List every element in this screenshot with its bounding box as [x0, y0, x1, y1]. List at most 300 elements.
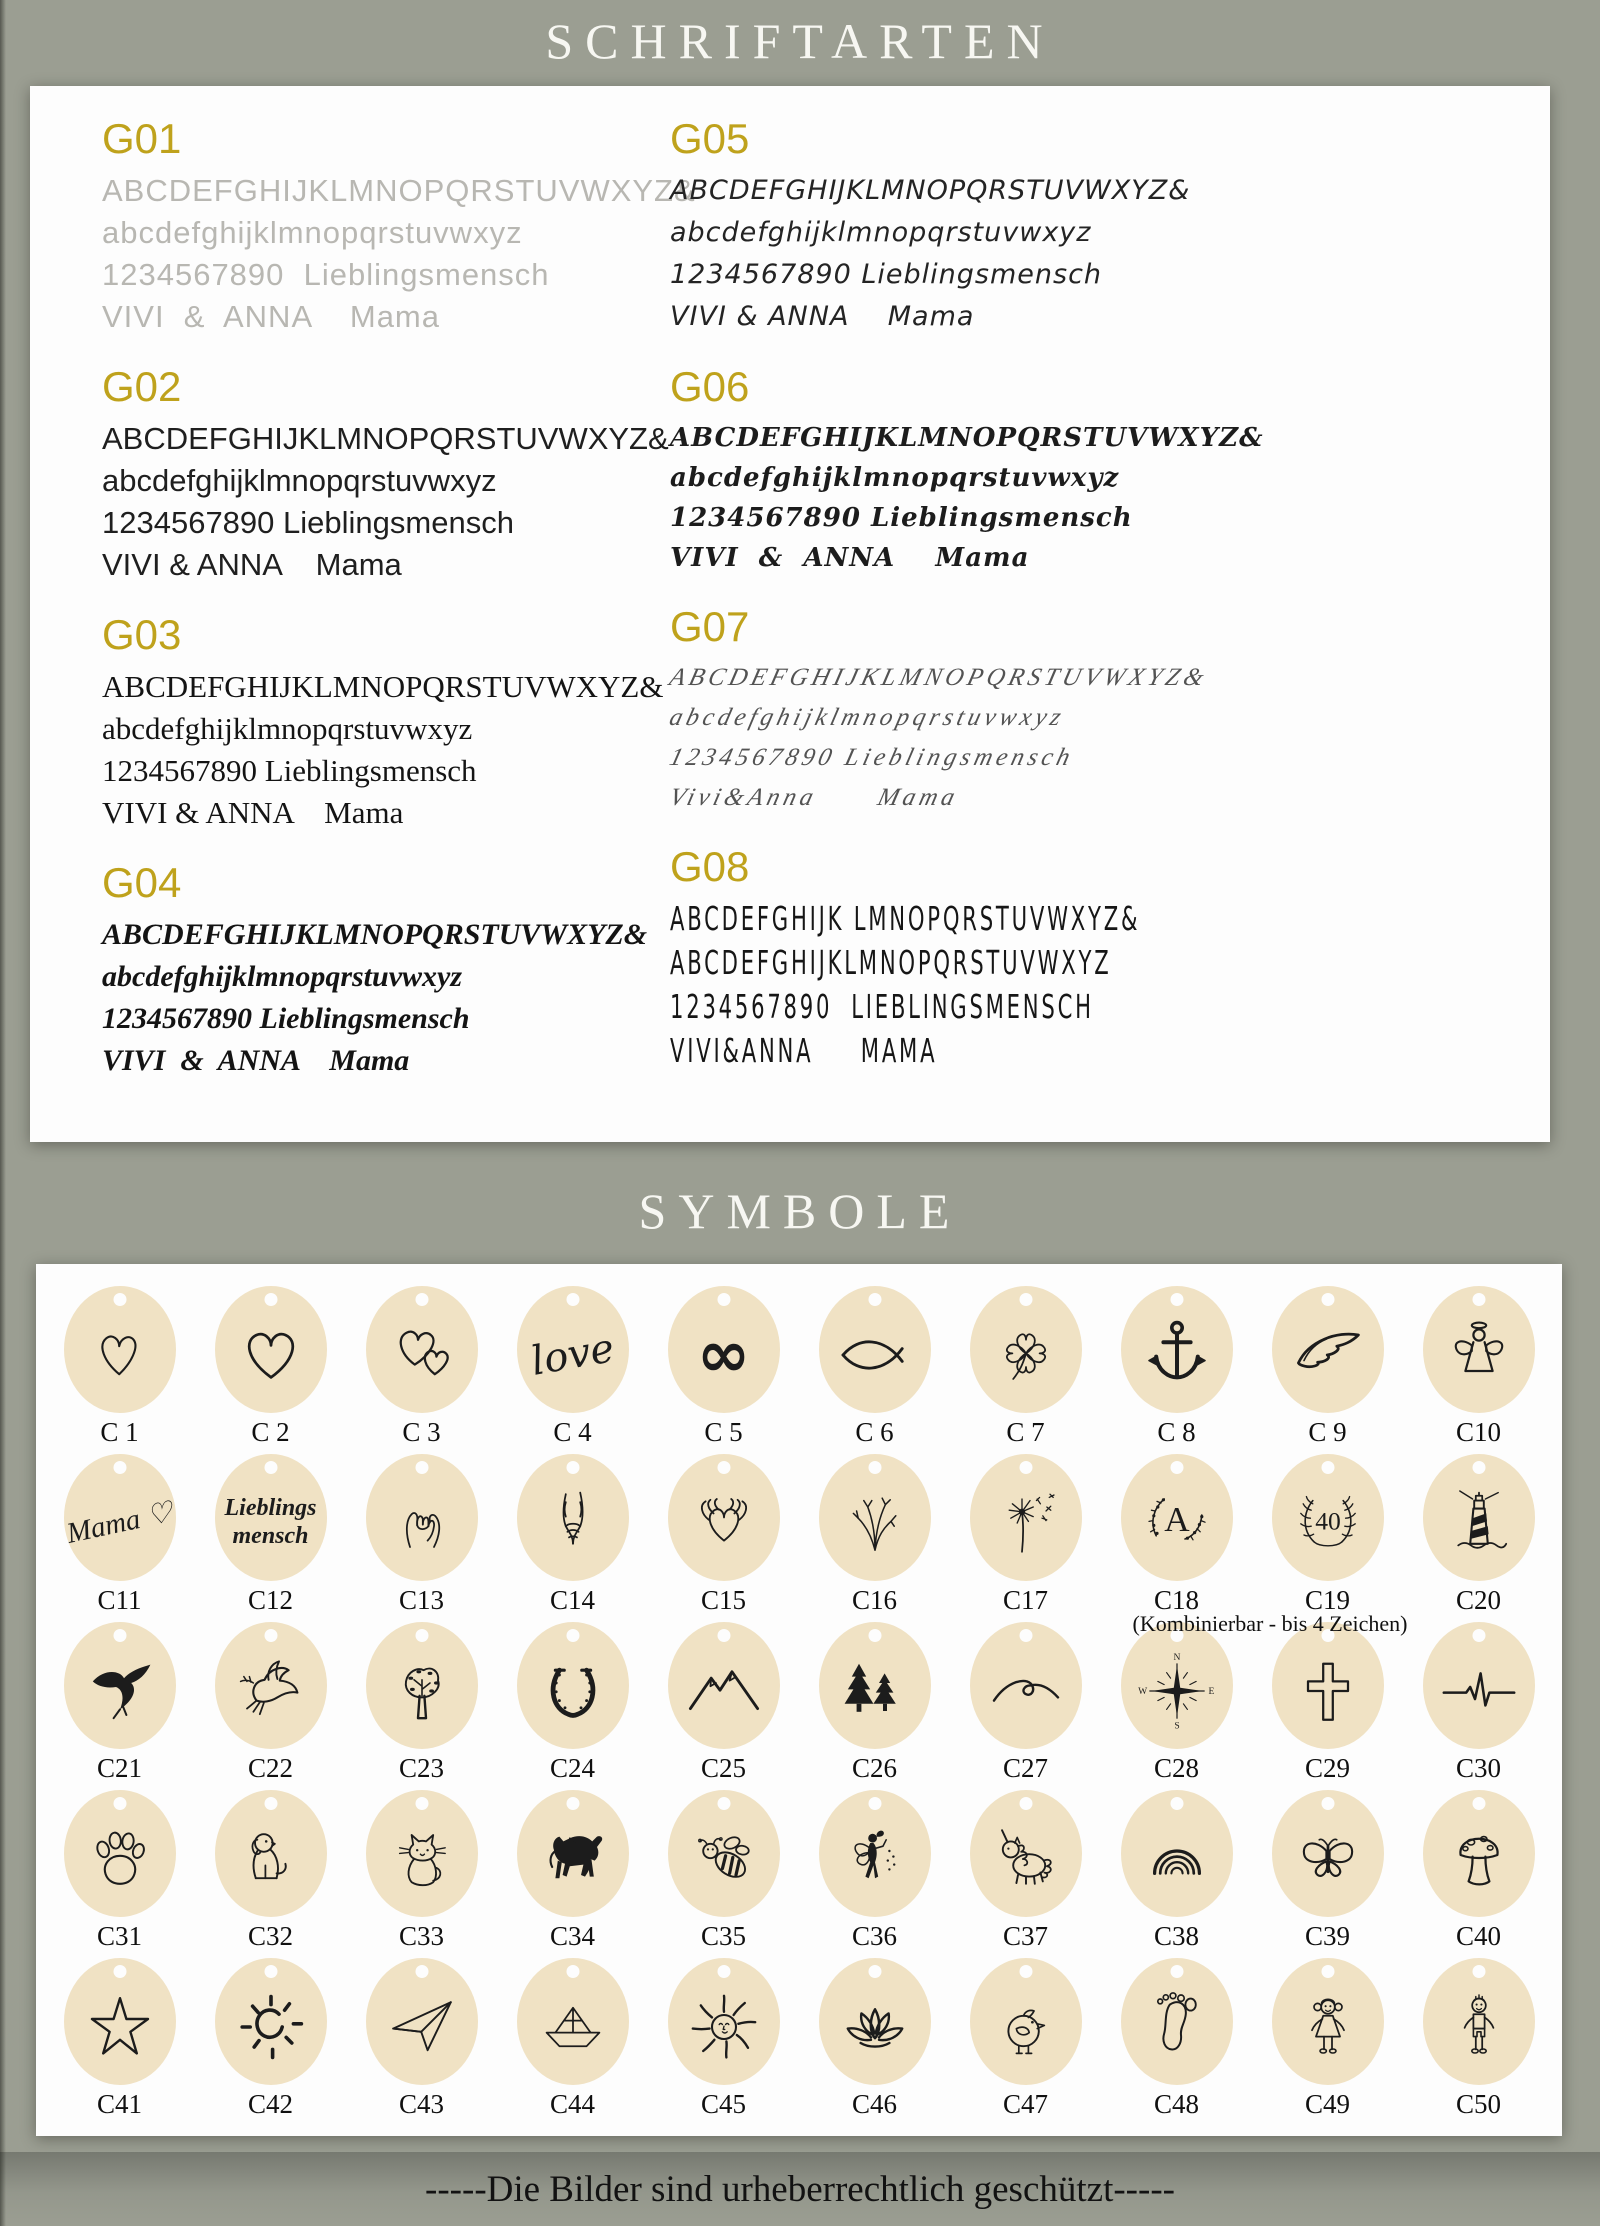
symbol-label: C34 [549, 1921, 595, 1951]
symbol-cell-c23 [346, 1622, 497, 1790]
symbol-tag [64, 1958, 176, 2085]
symbol-cell-c39 [1252, 1790, 1403, 1958]
symbol-label: C42 [247, 2089, 293, 2119]
anchor-icon [1136, 1314, 1218, 1396]
symbol-tag [517, 1454, 629, 1581]
symbol-cell-c6 [799, 1286, 950, 1454]
symbol-cell-c43 [346, 1958, 497, 2126]
font-sample-line: VIVI & ANNA Mama [102, 1044, 410, 1077]
symbol-tag [366, 1454, 478, 1581]
symbol-label: C11 [97, 1585, 142, 1615]
symbol-label: C25 [700, 1753, 746, 1783]
symbol-tag [1121, 1286, 1233, 1413]
heartbeat-icon [1438, 1650, 1520, 1732]
font-sample-line: VIVI & ANNA Mama [670, 301, 975, 332]
symbol-label: C33 [398, 1921, 444, 1951]
tag-hole [1472, 1965, 1485, 1978]
lotus-icon [834, 1986, 916, 2068]
symbol-label: C14 [549, 1585, 595, 1615]
symbol-cell-c14 [497, 1454, 648, 1622]
symbol-tag [1272, 1790, 1384, 1917]
symbol-cell-c49 [1252, 1958, 1403, 2126]
tag-hole [717, 1461, 730, 1474]
girl-icon [1287, 1986, 1369, 2068]
font-code-label: G04 [102, 859, 182, 906]
font-sample-line: abcdefghijklmnopqrstuvwxyz [102, 960, 463, 993]
font-sample-line: ABCDEFGHIJKLMNOPQRSTUVWXYZ& [670, 175, 1191, 206]
font-sample-line: ABCDEFGHIJKLMNOPQRSTUVWXYZ& [102, 173, 696, 208]
symbol-label: C 6 [855, 1417, 894, 1447]
symbol-tag [517, 1790, 629, 1917]
tag-hole [1321, 1797, 1334, 1810]
symbol-cell-c28 [1101, 1622, 1252, 1790]
angel-icon [1438, 1314, 1520, 1396]
symbol-tag [1423, 1958, 1535, 2085]
tag-hole [264, 1629, 277, 1642]
symbol-cell-c29 [1252, 1622, 1403, 1790]
symbol-cell-c20 [1403, 1454, 1554, 1622]
symbol-tag [1121, 1958, 1233, 2085]
symbol-label: C26 [851, 1753, 897, 1783]
footprint-icon [1136, 1986, 1218, 2068]
symbol-tag [366, 1790, 478, 1917]
font-sample-line: abcdefghijklmnopqrstuvwxyz [670, 463, 1120, 493]
star-icon [79, 1986, 161, 2068]
symbol-cell-c7 [950, 1286, 1101, 1454]
symbol-cell-c2 [195, 1286, 346, 1454]
symbol-tag [668, 1790, 780, 1917]
tag-hole [717, 1797, 730, 1810]
tag-hole [415, 1293, 428, 1306]
symbol-tag [215, 1286, 327, 1413]
symbol-label: C10 [1455, 1417, 1501, 1447]
font-code-label: G02 [102, 363, 182, 410]
tag-hole [1321, 1965, 1334, 1978]
font-sample-line: ABCDEFGHIJK LMNOPQRSTUVWXYZ& [670, 901, 1141, 939]
symbol-cell-c35 [648, 1790, 799, 1958]
tag-hole [264, 1965, 277, 1978]
symbol-cell-c3 [346, 1286, 497, 1454]
font-sample-g07 [666, 603, 1264, 818]
tag-hole [1170, 1293, 1183, 1306]
symbol-label: C 8 [1157, 1417, 1196, 1447]
symbol-tag [1423, 1454, 1535, 1581]
symbol-cell-c32 [195, 1790, 346, 1958]
symbol-cell-c33 [346, 1790, 497, 1958]
paper-plane-icon [381, 1986, 463, 2068]
left-edge-shadow [0, 0, 6, 2226]
symbol-cell-c5 [648, 1286, 799, 1454]
symbol-tag [668, 1286, 780, 1413]
symbol-tag [970, 1958, 1082, 2085]
svg-text:S: S [1173, 1720, 1180, 1731]
boy-icon [1438, 1986, 1520, 2068]
symbol-tag [668, 1958, 780, 2085]
svg-text:W: W [1137, 1685, 1147, 1697]
symbol-cell-c13 [346, 1454, 497, 1622]
symbol-cell-c50 [1403, 1958, 1554, 2126]
infinity-icon: ∞ [696, 1317, 751, 1392]
symbol-cell-c42 [195, 1958, 346, 2126]
symbol-label: C44 [549, 2089, 595, 2119]
font-sample-g02 [102, 364, 670, 586]
tag-hole [868, 1629, 881, 1642]
symbol-tag [819, 1454, 931, 1581]
symbol-label: C18 [1153, 1585, 1199, 1615]
tag-hole [566, 1797, 579, 1810]
tag-hole [1019, 1293, 1032, 1306]
tag-hole [1472, 1293, 1485, 1306]
symbol-cell-c40 [1403, 1790, 1554, 1958]
symbol-label: C15 [700, 1585, 746, 1615]
tag-hole [566, 1629, 579, 1642]
symbol-cell-c17 [950, 1454, 1101, 1622]
symbol-tag [215, 1622, 327, 1749]
symbol-label: C49 [1304, 2089, 1350, 2119]
symbol-label: C47 [1002, 2089, 1048, 2119]
font-sample-g01 [102, 115, 696, 338]
horse-icon [532, 1818, 614, 1900]
symbol-tag [517, 1958, 629, 2085]
symbol-label: C32 [247, 1921, 293, 1951]
symbol-cell-c10 [1403, 1286, 1554, 1454]
symbol-label: C27 [1002, 1753, 1048, 1783]
tag-hole [566, 1965, 579, 1978]
fonts-column-right [666, 115, 1264, 1142]
tag-hole [717, 1293, 730, 1306]
lieblingsmensch-text-icon: Lieblings mensch [224, 1494, 317, 1549]
symbol-label: C43 [398, 2089, 444, 2119]
tag-hole [264, 1293, 277, 1306]
font-sample-line: abcdefghijklmnopqrstuvwxyz [102, 215, 523, 250]
symbol-cell-c1 [44, 1286, 195, 1454]
symbol-label: C21 [96, 1753, 142, 1783]
font-sample-line: ABCDEFGHIJKLMNOPQRSTUVWXYZ& [102, 421, 669, 456]
font-sample-line: 1234567890 Lieblingsmensch [102, 257, 550, 292]
heart-hands-icon [683, 1482, 765, 1564]
chick-icon [985, 1986, 1067, 2068]
symbol-cell-c26 [799, 1622, 950, 1790]
tag-hole [1321, 1461, 1334, 1474]
symbol-cell-c11 [44, 1454, 195, 1622]
font-sample-lines [666, 658, 1264, 818]
tag-hole [113, 1797, 126, 1810]
sun-sketch-icon [230, 1986, 312, 2068]
holding-hands-icon [532, 1482, 614, 1564]
symbol-label: C 9 [1308, 1417, 1347, 1447]
font-sample-line: VIVI & ANNA Mama [670, 543, 1030, 573]
tag-hole [1019, 1461, 1032, 1474]
font-code-label: G06 [670, 363, 750, 410]
symbol-cell-c4 [497, 1286, 648, 1454]
symbol-label: C39 [1304, 1921, 1350, 1951]
font-sample-line: abcdefghijklmnopqrstuvwxyz [666, 704, 1068, 731]
tag-hole [1170, 1965, 1183, 1978]
symbol-cell-c45 [648, 1958, 799, 2126]
svg-text:E: E [1207, 1685, 1214, 1697]
symbol-label: C 3 [402, 1417, 441, 1447]
tag-hole [113, 1629, 126, 1642]
tag-hole [1170, 1797, 1183, 1810]
symbol-tag [64, 1454, 176, 1581]
symbol-cell-c41 [44, 1958, 195, 2126]
tag-hole [1321, 1293, 1334, 1306]
font-sample-lines [102, 418, 670, 586]
symbol-tag [1121, 1790, 1233, 1917]
tag-hole [1472, 1797, 1485, 1810]
symbol-cell-c48 [1101, 1958, 1252, 2126]
symbol-tag [970, 1622, 1082, 1749]
font-sample-line: 1234567890 Lieblingsmensch [670, 503, 1133, 533]
swallow-icon [79, 1650, 161, 1732]
symbol-cell-c30 [1403, 1622, 1554, 1790]
symbol-label: C46 [851, 2089, 897, 2119]
cross-icon [1287, 1650, 1369, 1732]
font-sample-lines [670, 418, 1264, 578]
tag-hole [1019, 1629, 1032, 1642]
mountains-icon [683, 1650, 765, 1732]
font-sample-line: ABCDEFGHIJKLMNOPQRSTUVWXYZ& [102, 669, 664, 704]
symbol-label: C24 [549, 1753, 595, 1783]
font-sample-line: VIVI & ANNA Mama [102, 547, 402, 582]
symbol-label: C 2 [251, 1417, 290, 1447]
font-sample-g08 [670, 844, 1264, 1074]
symbol-tag [1272, 1622, 1384, 1749]
symbol-note: (Kombinierbar - bis 4 Zeichen) [1132, 1611, 1408, 1636]
symbol-tag [64, 1622, 176, 1749]
font-sample-line: VIVI & ANNA Mama [102, 795, 404, 830]
symbol-tag [64, 1286, 176, 1413]
sun-face-icon [683, 1986, 765, 2068]
tag-hole [566, 1293, 579, 1306]
tag-hole [566, 1461, 579, 1474]
symbol-label: C28 [1153, 1753, 1199, 1783]
svg-text:A: A [1163, 1499, 1190, 1539]
symbol-cell-c31 [44, 1790, 195, 1958]
symbol-label: C31 [96, 1921, 142, 1951]
font-sample-line: 1234567890 Lieblingsmensch [102, 1002, 470, 1035]
symbol-cell-c44 [497, 1958, 648, 2126]
symbol-tag [517, 1286, 629, 1413]
symbol-tag [366, 1622, 478, 1749]
fonts-column-left [102, 115, 696, 1142]
wave-icon [985, 1650, 1067, 1732]
dove-icon [230, 1650, 312, 1732]
horseshoe-icon [532, 1650, 614, 1732]
unicorn-icon [985, 1818, 1067, 1900]
font-sample-line: 1234567890 LIEBLINGSMENSCH [670, 989, 1094, 1027]
lighthouse-icon [1438, 1482, 1520, 1564]
symbol-cell-c19 [1252, 1454, 1403, 1622]
copyright-text: -----Die Bilder sind urheberrechtlich geschützt----- [425, 2168, 1175, 2210]
symbol-tag [1272, 1286, 1384, 1413]
font-sample-line: Vivi&Anna Mama [666, 784, 962, 811]
symbol-label: C19 [1304, 1585, 1350, 1615]
compass-icon [1136, 1650, 1218, 1732]
tree-icon [381, 1650, 463, 1732]
fonts-section-title: SCHRIFTARTEN [545, 13, 1055, 69]
symbol-tag [1121, 1622, 1233, 1749]
symbol-tag [1423, 1286, 1535, 1413]
tag-hole [717, 1965, 730, 1978]
tag-hole [1019, 1797, 1032, 1810]
love-script-icon: love [527, 1324, 618, 1385]
wildflowers-icon [834, 1482, 916, 1564]
symbol-tag [366, 1958, 478, 2085]
tag-hole [717, 1629, 730, 1642]
symbol-tag [819, 1622, 931, 1749]
symbol-tag [215, 1958, 327, 2085]
symbol-tag [1121, 1454, 1233, 1581]
symbol-label: C23 [398, 1753, 444, 1783]
cat-icon [381, 1818, 463, 1900]
symbol-tag [215, 1790, 327, 1917]
symbol-label: C35 [700, 1921, 746, 1951]
symbol-cell-c47 [950, 1958, 1101, 2126]
symbol-tag [970, 1286, 1082, 1413]
symbol-label: C45 [700, 2089, 746, 2119]
symbol-tag [970, 1454, 1082, 1581]
svg-text:40: 40 [1314, 1505, 1341, 1535]
font-sample-g04 [102, 860, 670, 1082]
symbol-tag [1423, 1790, 1535, 1917]
symbol-label: C 5 [704, 1417, 743, 1447]
fish-icon [834, 1314, 916, 1396]
footer-strip [0, 2152, 1600, 2226]
wing-icon [1287, 1314, 1369, 1396]
tag-hole [264, 1797, 277, 1810]
symbol-label: C13 [398, 1585, 444, 1615]
font-sample-g06 [670, 364, 1264, 578]
font-sample-line: ABCDEFGHIJKLMNOPQRSTUVWXYZ& [670, 423, 1264, 453]
fairy-icon [834, 1818, 916, 1900]
symbol-cell-c25 [648, 1622, 799, 1790]
fonts-card [30, 86, 1550, 1142]
symbols-section-title: SYMBOLE [638, 1183, 962, 1239]
symbol-label: C17 [1002, 1585, 1048, 1615]
tag-hole [113, 1293, 126, 1306]
symbol-label: C 4 [553, 1417, 592, 1447]
symbol-label: C30 [1455, 1753, 1501, 1783]
butterfly-icon [1287, 1818, 1369, 1900]
pines-icon [834, 1650, 916, 1732]
double-hearts-icon [381, 1314, 463, 1396]
font-sample-line: VIVI & ANNA Mama [102, 299, 440, 334]
font-sample-lines [102, 914, 670, 1082]
font-sample-line: abcdefghijklmnopqrstuvwxyz [102, 463, 497, 498]
font-sample-line: VIVI&ANNA MAMA [670, 1033, 938, 1071]
symbol-label: C22 [247, 1753, 293, 1783]
symbol-tag [366, 1286, 478, 1413]
symbol-label: C40 [1455, 1921, 1501, 1951]
mama-script-icon: Mama ♡ [63, 1496, 176, 1550]
symbol-tag [668, 1622, 780, 1749]
tag-hole [415, 1461, 428, 1474]
initial-wreath-icon [1136, 1482, 1218, 1564]
symbol-label: C36 [851, 1921, 897, 1951]
tag-hole [1170, 1461, 1183, 1474]
tag-hole [868, 1797, 881, 1810]
tag-hole [264, 1461, 277, 1474]
symbol-tag [1423, 1622, 1535, 1749]
tag-hole [415, 1797, 428, 1810]
font-code-label: G01 [102, 115, 182, 162]
symbol-cell-c15 [648, 1454, 799, 1622]
paw-icon [79, 1818, 161, 1900]
symbol-label: C48 [1153, 2089, 1199, 2119]
tag-hole [1472, 1461, 1485, 1474]
symbol-tag [819, 1790, 931, 1917]
font-sample-lines [670, 170, 1264, 338]
font-sample-g05 [670, 116, 1264, 338]
tag-hole [868, 1293, 881, 1306]
font-code-label: G05 [670, 115, 750, 162]
symbol-tag [819, 1286, 931, 1413]
dog-icon [230, 1818, 312, 1900]
tag-hole [868, 1965, 881, 1978]
tag-hole [113, 1965, 126, 1978]
symbol-label: C16 [851, 1585, 897, 1615]
tag-hole [868, 1461, 881, 1474]
heart-outline-icon [230, 1314, 312, 1396]
mushroom-icon [1438, 1818, 1520, 1900]
symbol-label: C29 [1304, 1753, 1350, 1783]
font-sample-lines [102, 170, 696, 338]
symbol-label: C 7 [1006, 1417, 1045, 1447]
symbol-cell-c8 [1101, 1286, 1252, 1454]
symbol-label: C 1 [100, 1417, 139, 1447]
symbol-cell-c37 [950, 1790, 1101, 1958]
symbol-label: C38 [1153, 1921, 1199, 1951]
symbol-cell-c46 [799, 1958, 950, 2126]
tag-hole [1019, 1965, 1032, 1978]
rainbow-icon [1136, 1818, 1218, 1900]
symbol-cell-c21 [44, 1622, 195, 1790]
symbol-tag [819, 1958, 931, 2085]
font-sample-g03 [102, 612, 670, 834]
symbol-cell-c12 [195, 1454, 346, 1622]
font-code-label: G08 [670, 843, 750, 890]
symbol-cell-c34 [497, 1790, 648, 1958]
font-sample-line: abcdefghijklmnopqrstuvwxyz [102, 711, 473, 746]
font-sample-line: 1234567890 Lieblingsmensch [102, 753, 477, 788]
clover-icon [985, 1314, 1067, 1396]
number-wreath-icon [1287, 1482, 1369, 1564]
font-sample-line: ABCDEFGHIJKLMNOPQRSTUVWXYZ [670, 945, 1112, 983]
svg-text:N: N [1173, 1651, 1180, 1663]
symbol-tag [970, 1790, 1082, 1917]
tag-hole [415, 1629, 428, 1642]
font-sample-line: ABCDEFGHIJKLMNOPQRSTUVWXYZ& [102, 918, 648, 951]
symbols-grid [44, 1286, 1554, 2126]
font-sample-line: 1234567890 Lieblingsmensch [666, 744, 1077, 771]
symbol-cell-c36 [799, 1790, 950, 1958]
font-sample-line: ABCDEFGHIJKLMNOPQRSTUVWXYZ& [666, 664, 1211, 691]
bee-icon [683, 1818, 765, 1900]
symbol-tag [215, 1454, 327, 1581]
symbol-cell-c24 [497, 1622, 648, 1790]
font-sample-line: abcdefghijklmnopqrstuvwxyz [670, 217, 1092, 248]
symbol-label: C12 [247, 1585, 293, 1615]
symbol-label: C41 [96, 2089, 142, 2119]
symbol-tag [668, 1454, 780, 1581]
font-code-label: G03 [102, 611, 182, 658]
symbol-label: C50 [1455, 2089, 1501, 2119]
tag-hole [1472, 1629, 1485, 1642]
font-sample-lines [670, 898, 1264, 1074]
pinky-promise-icon [381, 1482, 463, 1564]
symbol-cell-c27 [950, 1622, 1101, 1790]
